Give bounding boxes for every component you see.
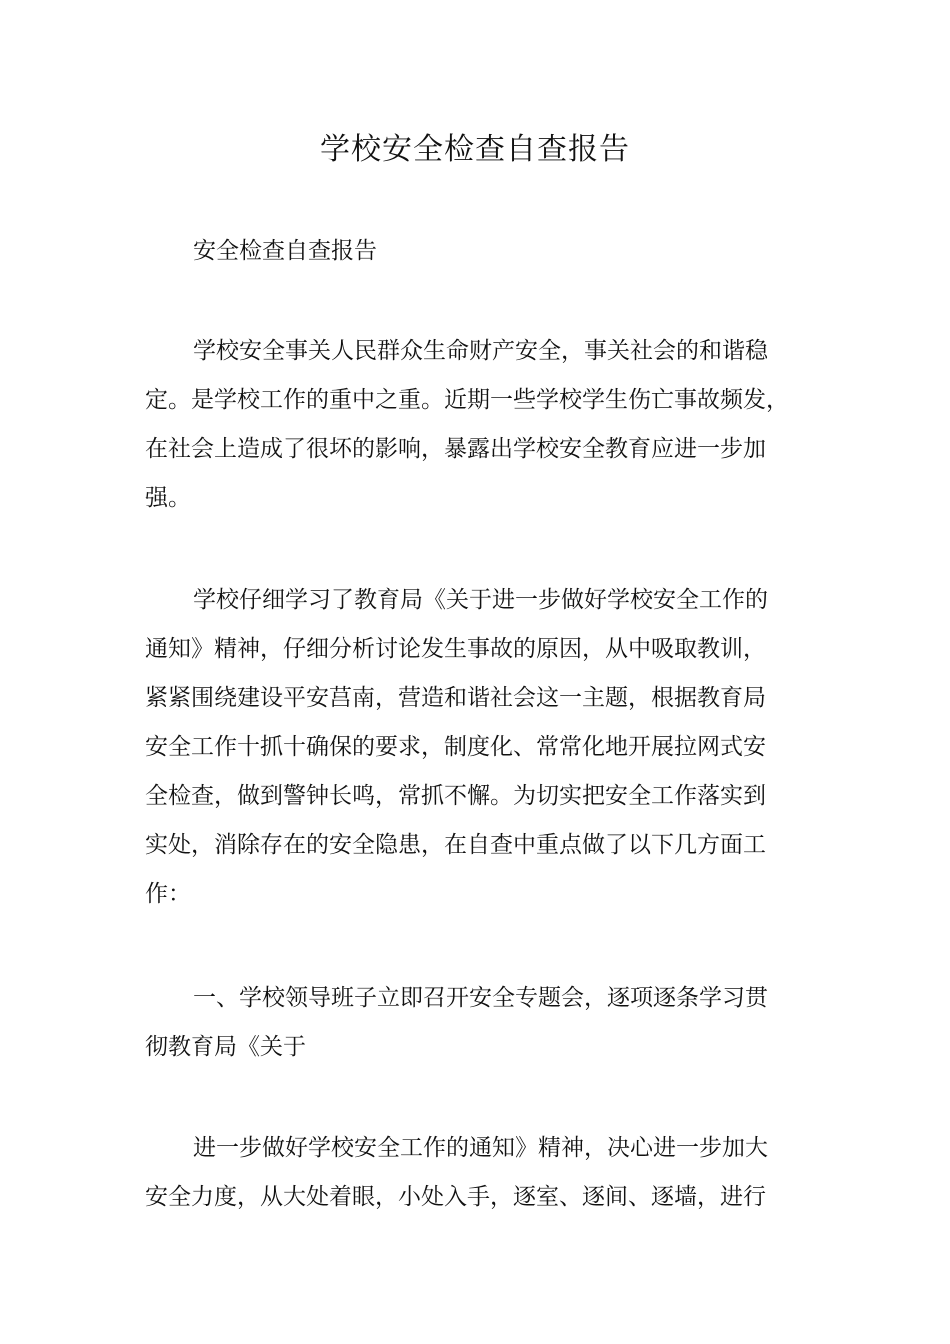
paragraph-line: 安全工作十抓十确保的要求，制度化、常常化地开展拉网式安 bbox=[145, 734, 766, 760]
paragraph-line: 一、学校领导班子立即召开安全专题会，逐项逐条学习贯 bbox=[193, 985, 768, 1011]
paragraph-line: 实处，消除存在的安全隐患，在自查中重点做了以下几方面工 bbox=[145, 832, 766, 858]
paragraph-line: 进一步做好学校安全工作的通知》精神，决心进一步加大 bbox=[193, 1135, 768, 1161]
paragraph-line: 紧紧围绕建设平安莒南，营造和谐社会这一主题，根据教育局 bbox=[145, 685, 766, 711]
paragraph-line: 定。是学校工作的重中之重。近期一些学校学生伤亡事故频发， bbox=[145, 387, 789, 413]
paragraph-line: 学校安全事关人民群众生命财产安全，事关社会的和谐稳 bbox=[193, 338, 768, 364]
paragraph-line: 安全力度，从大处着眼，小处入手，逐室、逐间、逐墙，进行 bbox=[145, 1184, 766, 1210]
document-subtitle: 安全检查自查报告 bbox=[193, 238, 377, 264]
paragraph-line: 通知》精神，仔细分析讨论发生事故的原因，从中吸取教训， bbox=[145, 636, 766, 662]
document-title: 学校安全检查自查报告 bbox=[320, 132, 630, 167]
paragraph-line: 彻教育局《关于 bbox=[145, 1034, 306, 1060]
paragraph-4 bbox=[145, 1124, 805, 1222]
paragraph-line: 全检查，做到警钟长鸣，常抓不懈。为切实把安全工作落实到 bbox=[145, 783, 766, 809]
paragraph-2 bbox=[145, 576, 805, 919]
paragraph-line: 作： bbox=[145, 881, 191, 907]
paragraph-line: 在社会上造成了很坏的影响，暴露出学校安全教育应进一步加 bbox=[145, 436, 766, 462]
paragraph-line: 强。 bbox=[145, 485, 191, 511]
paragraph-line: 学校仔细学习了教育局《关于进一步做好学校安全工作的 bbox=[193, 587, 768, 613]
paragraph-1 bbox=[145, 327, 805, 523]
paragraph-3 bbox=[145, 974, 805, 1072]
